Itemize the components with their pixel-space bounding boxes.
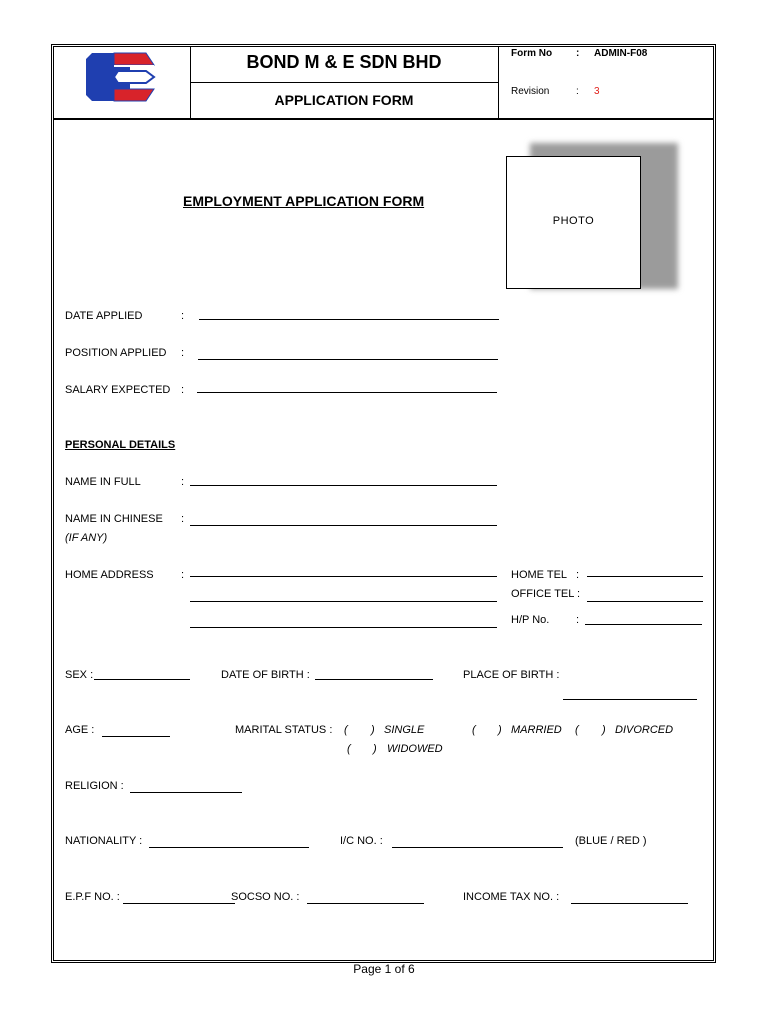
page-title: EMPLOYMENT APPLICATION FORM	[183, 193, 425, 209]
divorced-paren-close[interactable]: )	[602, 724, 606, 736]
salary-expected-field[interactable]	[197, 392, 497, 393]
company-logo-icon	[84, 51, 156, 103]
dob-field[interactable]	[315, 679, 433, 680]
revision-colon: :	[576, 86, 579, 97]
sex-field[interactable]	[94, 679, 190, 680]
home-address-colon: :	[181, 569, 185, 581]
socso-field[interactable]	[307, 903, 424, 904]
revision-value: 3	[594, 86, 600, 97]
epf-field[interactable]	[123, 903, 235, 904]
married-paren-close[interactable]: )	[498, 724, 502, 736]
religion-label: RELIGION :	[65, 780, 124, 792]
name-chinese-label: NAME IN CHINESE	[65, 513, 163, 525]
hp-no-colon: :	[576, 614, 580, 626]
religion-field[interactable]	[130, 792, 242, 793]
name-chinese-field[interactable]	[190, 525, 497, 526]
photo-label: PHOTO	[552, 215, 595, 227]
income-tax-label: INCOME TAX NO. :	[463, 891, 560, 903]
salary-expected-label: SALARY EXPECTED	[65, 384, 171, 396]
widowed-paren-open[interactable]: (	[347, 743, 351, 755]
form-title: APPLICATION FORM	[274, 92, 414, 108]
sex-label: SEX :	[65, 669, 94, 681]
ic-no-field[interactable]	[392, 847, 563, 848]
age-label: AGE :	[65, 724, 95, 736]
form-no-colon: :	[576, 48, 580, 59]
home-address-line-2[interactable]	[190, 601, 497, 602]
divorced-option: DIVORCED	[615, 724, 674, 736]
position-applied-label: POSITION APPLIED	[65, 347, 167, 359]
home-tel-colon: :	[576, 569, 580, 581]
company-name: BOND M & E SDN BHD	[246, 52, 442, 72]
header-divider-right	[498, 46, 499, 118]
socso-label: SOCSO NO. :	[231, 891, 300, 903]
dob-label: DATE OF BIRTH :	[221, 669, 310, 681]
office-tel-label: OFFICE TEL :	[511, 588, 581, 600]
form-no-label: Form No	[511, 48, 553, 59]
widowed-paren-close[interactable]: )	[373, 743, 377, 755]
office-tel-field[interactable]	[587, 601, 703, 602]
name-full-field[interactable]	[190, 485, 497, 486]
name-full-label: NAME IN FULL	[65, 476, 141, 488]
position-applied-field[interactable]	[198, 359, 498, 360]
single-paren-close[interactable]: )	[371, 724, 375, 736]
position-applied-colon: :	[181, 347, 185, 359]
married-option: MARRIED	[511, 724, 562, 736]
if-any-note: (IF ANY)	[65, 532, 108, 544]
personal-details-heading: PERSONAL DETAILS	[65, 439, 176, 451]
date-applied-colon: :	[181, 310, 185, 322]
income-tax-field[interactable]	[571, 903, 688, 904]
date-applied-field[interactable]	[199, 319, 499, 320]
nationality-label: NATIONALITY :	[65, 835, 143, 847]
salary-expected-colon: :	[181, 384, 185, 396]
name-full-colon: :	[181, 476, 185, 488]
home-address-line-1[interactable]	[190, 576, 497, 577]
hp-no-field[interactable]	[585, 624, 702, 625]
hp-no-label: H/P No.	[511, 614, 550, 626]
divorced-paren-open[interactable]: (	[575, 724, 579, 736]
date-applied-label: DATE APPLIED	[65, 310, 143, 322]
age-field[interactable]	[102, 736, 170, 737]
revision-label: Revision	[511, 86, 550, 97]
home-address-label: HOME ADDRESS	[65, 569, 154, 581]
ic-no-label: I/C NO. :	[340, 835, 383, 847]
single-option: SINGLE	[384, 724, 425, 736]
home-tel-label: HOME TEL	[511, 569, 568, 581]
form-no-value: ADMIN-F08	[594, 48, 648, 59]
name-chinese-colon: :	[181, 513, 185, 525]
home-address-line-3[interactable]	[190, 627, 497, 628]
ic-color-note: (BLUE / RED )	[575, 835, 647, 847]
home-tel-field[interactable]	[587, 576, 703, 577]
pob-label: PLACE OF BIRTH :	[463, 669, 560, 681]
header-separator	[53, 118, 713, 120]
nationality-field[interactable]	[149, 847, 309, 848]
pob-field[interactable]	[563, 699, 697, 700]
header-title-divider	[190, 82, 498, 83]
marital-status-label: MARITAL STATUS :	[235, 724, 333, 736]
epf-label: E.P.F NO. :	[65, 891, 120, 903]
married-paren-open[interactable]: (	[472, 724, 476, 736]
single-paren-open[interactable]: (	[344, 724, 348, 736]
widowed-option: WIDOWED	[387, 743, 443, 755]
page-number: Page 1 of 6	[353, 962, 415, 976]
